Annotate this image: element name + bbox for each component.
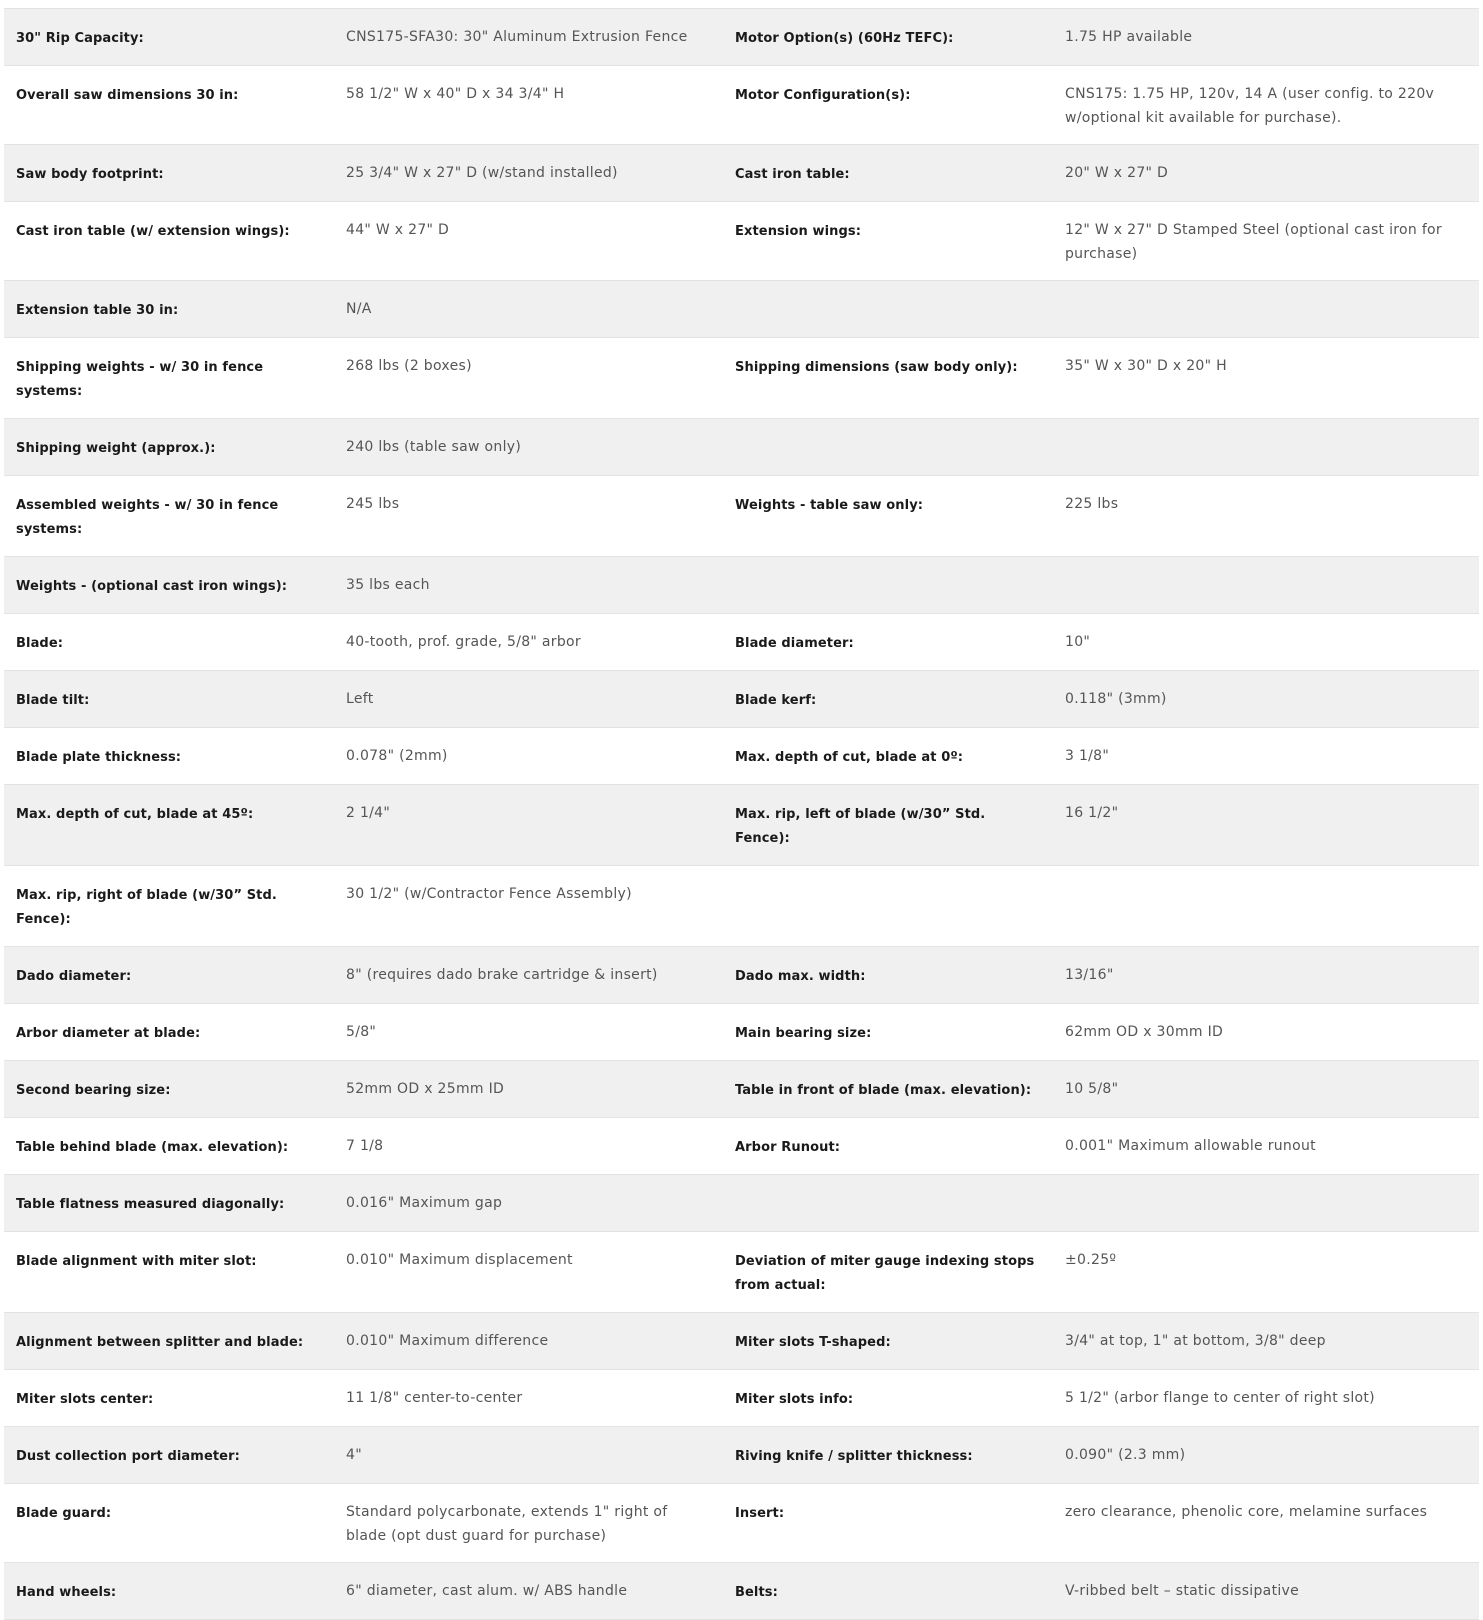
spec-label: Shipping weight (approx.): — [16, 441, 216, 456]
spec-value: 240 lbs (table saw only) — [346, 439, 522, 455]
table-row — [4, 1118, 1479, 1175]
spec-label: Blade: — [16, 636, 64, 651]
spec-value: 0.001" Maximum allowable runout — [1065, 1138, 1316, 1154]
spec-label: Blade kerf: — [735, 693, 817, 708]
spec-value: 6" diameter, cast alum. w/ ABS handle — [346, 1583, 628, 1599]
spec-label: Dado max. width: — [735, 969, 866, 984]
spec-value: 7 1/8 — [346, 1138, 384, 1154]
spec-value: 3/4" at top, 1" at bottom, 3/8" deep — [1065, 1333, 1326, 1349]
table-row — [4, 947, 1479, 1004]
table-row — [4, 1175, 1479, 1232]
spec-value: Standard polycarbonate, extends 1" right of blade (opt dust guard for purchase) — [346, 1504, 668, 1544]
spec-label: Shipping weights - w/ 30 in fence systems: — [16, 360, 264, 399]
spec-label: Blade tilt: — [16, 693, 90, 708]
spec-value: 20" W x 27" D — [1065, 165, 1169, 181]
spec-label — [723, 1175, 1053, 1232]
spec-label: Max. rip, right of blade (w/30” Std. Fence): — [16, 888, 277, 927]
spec-value: N/A — [346, 301, 372, 317]
spec-value: 12" W x 27" D Stamped Steel (optional cast iron for purchase) — [1065, 222, 1442, 262]
spec-label: Max. rip, left of blade (w/30” Std. Fence): — [735, 807, 986, 846]
table-row — [4, 614, 1479, 671]
spec-label: Table flatness measured diagonally: — [16, 1197, 285, 1212]
spec-label: Deviation of miter gauge indexing stops from actual: — [735, 1254, 1035, 1293]
spec-value: 11 1/8" center-to-center — [346, 1390, 523, 1406]
spec-label: Blade diameter: — [735, 636, 854, 651]
table-row — [4, 1427, 1479, 1484]
spec-label: Table in front of blade (max. elevation): — [735, 1083, 1032, 1098]
table-row — [4, 476, 1479, 557]
spec-label: Motor Configuration(s): — [735, 88, 911, 103]
spec-value — [1053, 557, 1479, 614]
spec-label: Motor Option(s) (60Hz TEFC): — [735, 31, 954, 46]
spec-value: 10" — [1065, 634, 1091, 650]
spec-label: Alignment between splitter and blade: — [16, 1335, 304, 1350]
spec-value: 35 lbs each — [346, 577, 430, 593]
spec-label: Blade plate thickness: — [16, 750, 182, 765]
spec-value: 3 1/8" — [1065, 748, 1110, 764]
table-row — [4, 1232, 1479, 1313]
spec-label: Belts: — [735, 1585, 778, 1600]
spec-label: Arbor Runout: — [735, 1140, 841, 1155]
table-row — [4, 1484, 1479, 1563]
spec-label: 30" Rip Capacity: — [16, 31, 144, 46]
table-row — [4, 1061, 1479, 1118]
spec-value: 58 1/2" W x 40" D x 34 3/4" H — [346, 86, 565, 102]
spec-value: V-ribbed belt – static dissipative — [1065, 1583, 1300, 1599]
spec-label — [723, 419, 1053, 476]
table-row — [4, 281, 1479, 338]
table-row — [4, 1563, 1479, 1620]
spec-value: 44" W x 27" D — [346, 222, 450, 238]
spec-label: Main bearing size: — [735, 1026, 872, 1041]
spec-value: 0.090" (2.3 mm) — [1065, 1447, 1186, 1463]
spec-value: 8" (requires dado brake cartridge & insert) — [346, 967, 658, 983]
spec-value: 35" W x 30" D x 20" H — [1065, 358, 1227, 374]
spec-value: 1.75 HP available — [1065, 29, 1193, 45]
specifications-table — [4, 8, 1479, 1620]
spec-label: Dado diameter: — [16, 969, 132, 984]
spec-label: Dust collection port diameter: — [16, 1449, 240, 1464]
spec-value — [1053, 1175, 1479, 1232]
table-row — [4, 145, 1479, 202]
table-row — [4, 202, 1479, 281]
spec-label — [723, 866, 1053, 947]
spec-value: CNS175-SFA30: 30" Aluminum Extrusion Fence — [346, 29, 688, 45]
spec-value: 25 3/4" W x 27" D (w/stand installed) — [346, 165, 618, 181]
spec-value: 5 1/2" (arbor flange to center of right slot) — [1065, 1390, 1375, 1406]
spec-value: 225 lbs — [1065, 496, 1119, 512]
spec-label: Max. depth of cut, blade at 0º: — [735, 750, 964, 765]
spec-value: 13/16" — [1065, 967, 1114, 983]
specifications-body — [4, 9, 1479, 1620]
table-row — [4, 785, 1479, 866]
spec-value: 10 5/8" — [1065, 1081, 1119, 1097]
spec-label: Weights - table saw only: — [735, 498, 924, 513]
table-row — [4, 1370, 1479, 1427]
spec-value: 16 1/2" — [1065, 805, 1119, 821]
spec-label: Assembled weights - w/ 30 in fence systems: — [16, 498, 279, 537]
table-row — [4, 671, 1479, 728]
spec-value: 4" — [346, 1447, 362, 1463]
spec-value: 0.016" Maximum gap — [346, 1195, 503, 1211]
spec-value: zero clearance, phenolic core, melamine surfaces — [1065, 1504, 1428, 1520]
table-row — [4, 9, 1479, 66]
spec-label: Miter slots info: — [735, 1392, 854, 1407]
spec-label: Saw body footprint: — [16, 167, 164, 182]
spec-value: 0.010" Maximum difference — [346, 1333, 549, 1349]
spec-value: 5/8" — [346, 1024, 377, 1040]
spec-label: Hand wheels: — [16, 1585, 117, 1600]
spec-label: Blade alignment with miter slot: — [16, 1254, 257, 1269]
spec-label: Table behind blade (max. elevation): — [16, 1140, 289, 1155]
spec-label — [723, 557, 1053, 614]
spec-value: 52mm OD x 25mm ID — [346, 1081, 505, 1097]
table-row — [4, 728, 1479, 785]
spec-label: Cast iron table: — [735, 167, 850, 182]
spec-label: Overall saw dimensions 30 in: — [16, 88, 239, 103]
spec-value: 245 lbs — [346, 496, 400, 512]
spec-value: CNS175: 1.75 HP, 120v, 14 A (user config. to 220v w/optional kit available for purchase). — [1065, 86, 1435, 126]
spec-label: Insert: — [735, 1506, 785, 1521]
spec-label: Extension table 30 in: — [16, 303, 179, 318]
spec-label: Extension wings: — [735, 224, 862, 239]
spec-value: 0.078" (2mm) — [346, 748, 448, 764]
table-row — [4, 66, 1479, 145]
spec-value: 268 lbs (2 boxes) — [346, 358, 472, 374]
spec-value — [1053, 866, 1479, 947]
spec-label: Miter slots center: — [16, 1392, 154, 1407]
spec-label: Second bearing size: — [16, 1083, 171, 1098]
spec-value: 2 1/4" — [346, 805, 391, 821]
spec-value: 30 1/2" (w/Contractor Fence Assembly) — [346, 886, 632, 902]
spec-value — [1053, 281, 1479, 338]
spec-label: Shipping dimensions (saw body only): — [735, 360, 1018, 375]
spec-label: Blade guard: — [16, 1506, 112, 1521]
spec-value: Left — [346, 691, 374, 707]
table-row — [4, 419, 1479, 476]
spec-label: Max. depth of cut, blade at 45º: — [16, 807, 254, 822]
spec-value: 0.118" (3mm) — [1065, 691, 1167, 707]
spec-label: Arbor diameter at blade: — [16, 1026, 201, 1041]
spec-label — [723, 281, 1053, 338]
table-row — [4, 866, 1479, 947]
spec-value: 0.010" Maximum displacement — [346, 1252, 573, 1268]
spec-value: 62mm OD x 30mm ID — [1065, 1024, 1224, 1040]
spec-value — [1053, 419, 1479, 476]
spec-label: Cast iron table (w/ extension wings): — [16, 224, 290, 239]
spec-label: Weights - (optional cast iron wings): — [16, 579, 288, 594]
table-row — [4, 338, 1479, 419]
table-row — [4, 1004, 1479, 1061]
spec-value: ±0.25º — [1065, 1252, 1117, 1268]
spec-label: Riving knife / splitter thickness: — [735, 1449, 973, 1464]
spec-label: Miter slots T-shaped: — [735, 1335, 891, 1350]
table-row — [4, 557, 1479, 614]
table-row — [4, 1313, 1479, 1370]
spec-value: 40-tooth, prof. grade, 5/8" arbor — [346, 634, 581, 650]
